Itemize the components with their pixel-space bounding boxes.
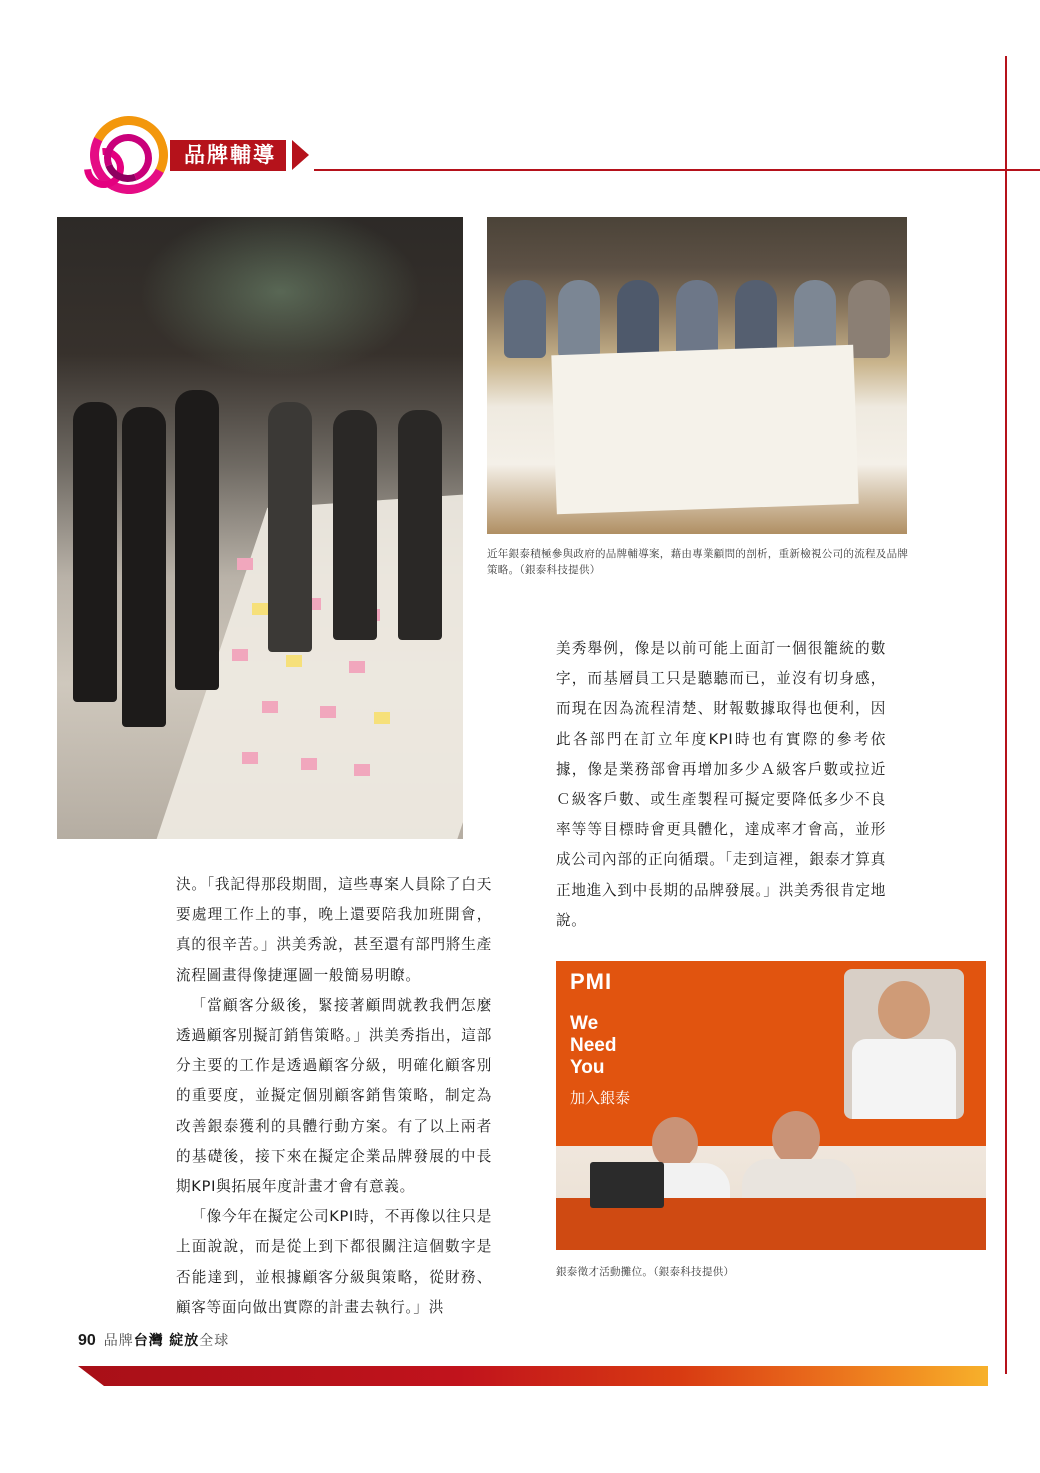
page-footer (78, 1330, 229, 1352)
poster-subline: 加入銀泰 (570, 1089, 631, 1107)
header-rule (314, 169, 1040, 171)
footer-text-part4: 全球 (199, 1333, 230, 1349)
figure-booth-photo (556, 961, 986, 1250)
figure-booth-caption: 銀泰徵才活動攤位。（銀泰科技提供） (556, 1266, 735, 1278)
paragraph: 「像今年在擬定公司KPI時，不再像以往只是上面說說，而是從上到下都很關注這個數字是否能達到，並根據顧客分級與策略，從財務、顧客等面向做出實際的計畫去執行。」洪 (176, 1208, 492, 1316)
body-left-column (176, 870, 492, 1323)
section-tag: 品牌輔導 (170, 140, 286, 171)
page-header (78, 112, 988, 190)
footer-text-part3: 綻放 (169, 1333, 200, 1349)
figure-table-photo (487, 217, 907, 534)
poster-brand: PMI (570, 969, 613, 994)
figure-table-caption: 近年銀泰積極參與政府的品牌輔導案，藉由專業顧問的剖析，重新檢視公司的流程及品牌策略。（銀泰科技提供） (487, 548, 909, 576)
laptop (590, 1162, 664, 1208)
poster-headline: We Need You (570, 1013, 617, 1078)
paragraph: 美秀舉例，像是以前可能上面訂一個很籠統的數字，而基層員工只是聽聽而已，並沒有切身感，而現在因為流程清楚、財報數據取得也便利，因此各部門在訂立年度KPI時也有實際的參考依據，像是業務部會再增加多少Ａ級客戶數或拉近Ｃ級客戶數、或生產製程可擬定要降低多少不良率等等目標時會更具體化，達成率才會高，並形成公司內部的正向循環。「走到這裡，銀泰才算真正地進入到中長期的品牌發展。」洪美秀很肯定地說。 (556, 640, 886, 929)
poster-person-image (844, 969, 964, 1119)
large-paper-sheet (552, 345, 860, 514)
recruitment-poster (556, 961, 986, 1146)
page-number: 90 (78, 1332, 96, 1349)
footer-text-part1: 品牌 (103, 1333, 134, 1349)
brand-swirl-logo-icon (78, 112, 162, 190)
section-tag-arrow-icon (292, 140, 309, 170)
footer-text-part2: 台灣 (133, 1333, 164, 1349)
footer-color-bar (78, 1366, 988, 1386)
paragraph: 「當顧客分級後，緊接著顧問就教我們怎麼透過顧客別擬訂銷售策略。」洪美秀指出，這部分主要的工作是透過顧客分級，明確化顧客別的重要度，並擬定個別顧客銷售策略，制定為改善銀泰獲利的具體行動方案。有了以上兩者的基礎後，接下來在擬定企業品牌發展的中長期KPI與拓展年度計畫才會有意義。 (176, 996, 492, 1196)
footer-text (104, 1330, 229, 1350)
paragraph: 決。「我記得那段期間，這些專案人員除了白天要處理工作上的事，晚上還要陪我加班開會，真的很辛苦。」洪美秀說，甚至還有部門將生產流程圖畫得像捷運圖一般簡易明瞭。 (176, 876, 492, 984)
right-margin-rule (1005, 56, 1007, 1374)
body-right-column (556, 634, 886, 936)
figure-workshop-photo (57, 217, 463, 839)
